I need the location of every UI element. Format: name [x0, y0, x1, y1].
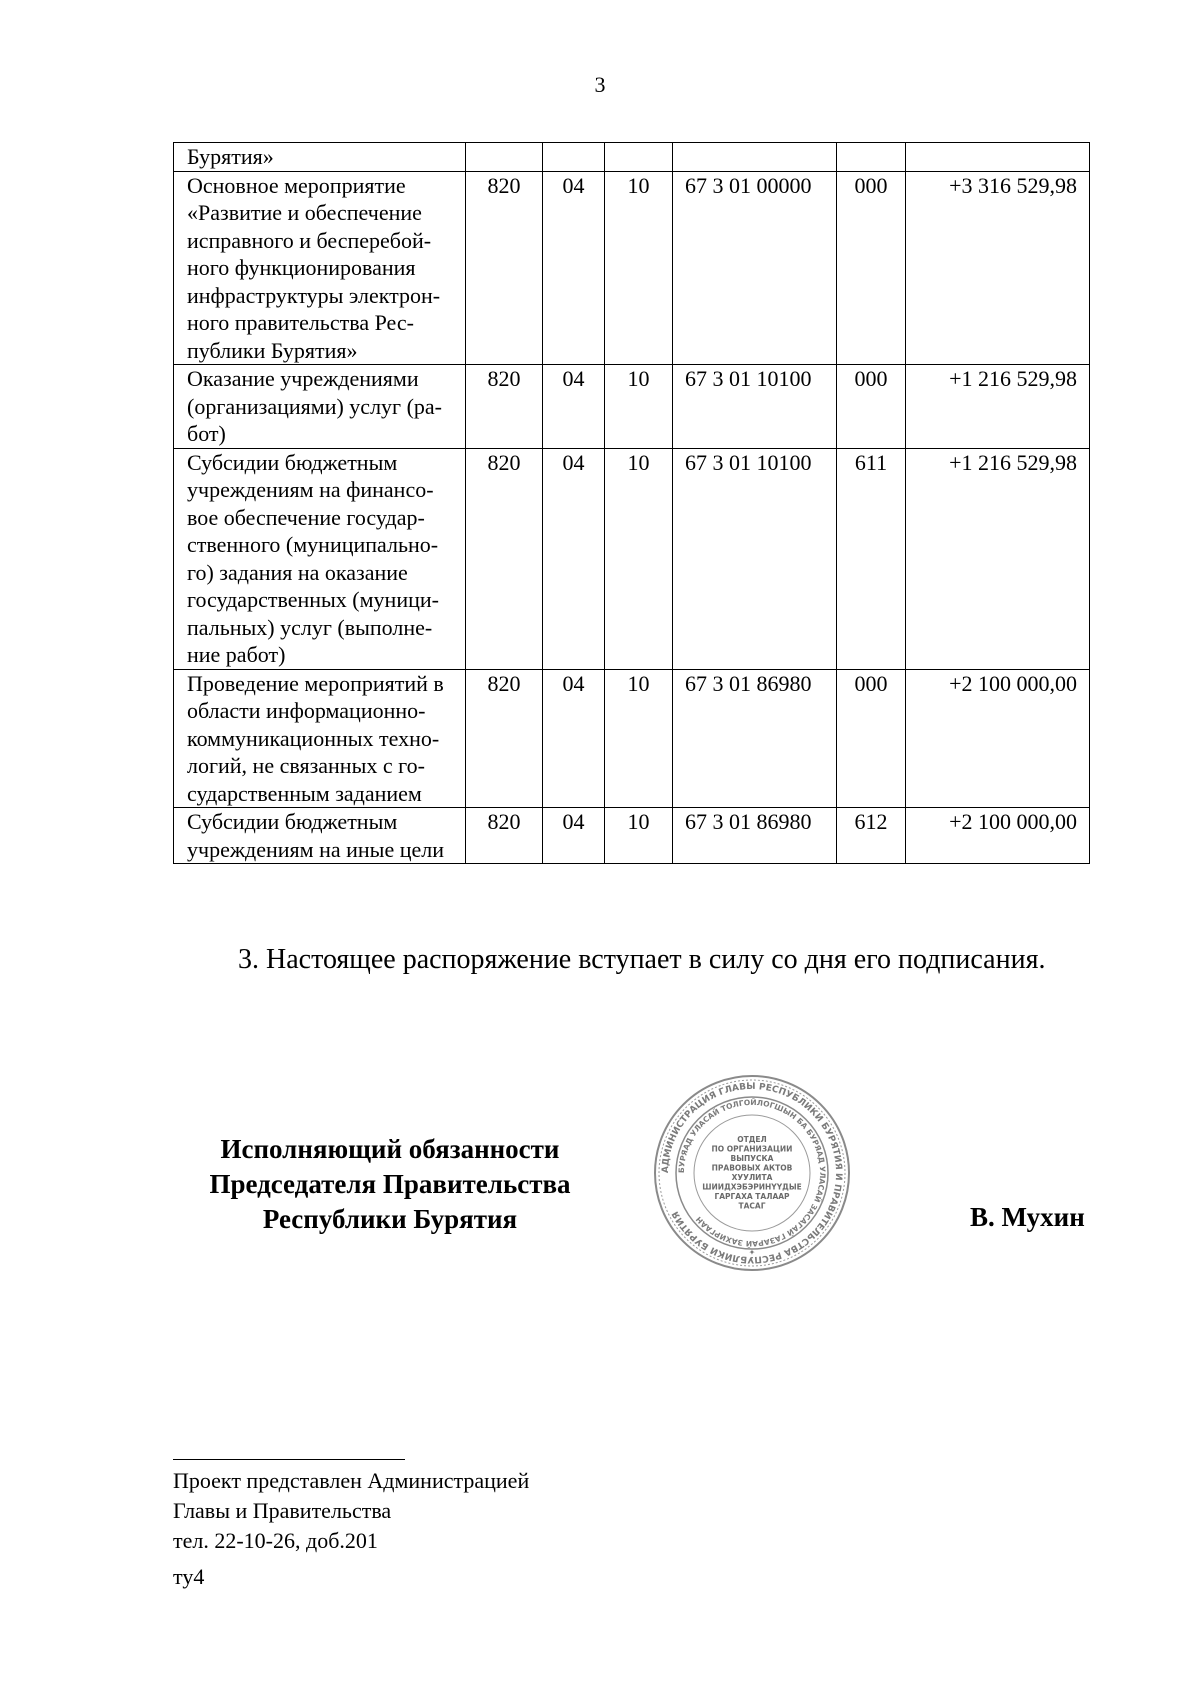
page-number: 3: [594, 72, 606, 97]
cell-section: 04: [543, 808, 605, 864]
cell-grbs: 820: [466, 448, 543, 669]
official-seal: [652, 1073, 852, 1273]
effective-date-clause: 3. Настоящее распоряжение вступает в силу со дня его подписания.: [238, 944, 1046, 975]
cell-expense-type: 000: [837, 669, 906, 808]
cell-target-article: 67 3 01 86980: [673, 808, 837, 864]
cell-section: 04: [543, 171, 605, 365]
table-row: [174, 171, 1090, 365]
document-code: ту4: [173, 1564, 205, 1589]
cell-amount: +1 216 529,98: [906, 365, 1090, 449]
cell-grbs: 820: [466, 171, 543, 365]
table-row: [174, 448, 1090, 669]
cell-name: Оказание учреждениями (организациями) услуг (ра- бот): [174, 365, 466, 449]
table-row: [174, 143, 1090, 172]
cell-name: Бурятия»: [174, 143, 466, 172]
seal-center-line: ХУУЛИТА: [731, 1172, 773, 1182]
cell-expense-type: 612: [837, 808, 906, 864]
cell-subsection: [605, 143, 673, 172]
cell-grbs: 820: [466, 669, 543, 808]
seal-outer-text: АДМИНИСТРАЦИЯ ГЛАВЫ РЕСПУБЛИКИ БУРЯТИЯ И ПРАВИТЕЛЬСТВА РЕСПУБЛИКИ БУРЯТИЯ: [660, 1081, 844, 1265]
cell-subsection: 10: [605, 365, 673, 449]
cell-name: Субсидии бюджетным учреждениям на финансо- вое обеспечение государ- ственного (муниципально- го) задания на оказание государственных (муници- пальных) услуг (выполне- ние работ): [174, 448, 466, 669]
cell-target-article: 67 3 01 10100: [673, 448, 837, 669]
cell-section: 04: [543, 669, 605, 808]
cell-amount: +3 316 529,98: [906, 171, 1090, 365]
cell-name: Субсидии бюджетным учреждениям на иные цели: [174, 808, 466, 864]
cell-grbs: [466, 143, 543, 172]
cell-expense-type: 000: [837, 171, 906, 365]
cell-section: 04: [543, 365, 605, 449]
cell-amount: [906, 143, 1090, 172]
table-row: [174, 365, 1090, 449]
cell-grbs: 820: [466, 808, 543, 864]
seal-center-line: ГАРГАХА ТАЛААР: [714, 1191, 790, 1201]
cell-section: 04: [543, 448, 605, 669]
cell-name: Проведение мероприятий в области информационно- коммуникационных техно- логий, не связанных с го- сударственным заданием: [174, 669, 466, 808]
cell-grbs: 820: [466, 365, 543, 449]
seal-center-line: ТАСАГ: [738, 1201, 766, 1211]
seal-center-line: ОТДЕЛ: [737, 1134, 767, 1144]
cell-expense-type: 611: [837, 448, 906, 669]
cell-subsection: 10: [605, 448, 673, 669]
cell-expense-type: [837, 143, 906, 172]
cell-section: [543, 143, 605, 172]
cell-amount: +1 216 529,98: [906, 448, 1090, 669]
cell-subsection: 10: [605, 808, 673, 864]
seal-center-line: ПРАВОВЫХ АКТОВ: [711, 1163, 793, 1173]
cell-target-article: 67 3 01 86980: [673, 669, 837, 808]
cell-target-article: [673, 143, 837, 172]
signatory-name: В. Мухин: [970, 1202, 1085, 1232]
budget-changes-table: [173, 142, 1090, 864]
table-row: [174, 808, 1090, 864]
cell-expense-type: 000: [837, 365, 906, 449]
cell-amount: +2 100 000,00: [906, 669, 1090, 808]
seal-center-line: ВЫПУСКА: [730, 1153, 774, 1163]
seal-center-line: ШИИДХЭБЭРИНҮҮДЫЕ: [702, 1182, 802, 1192]
cell-subsection: 10: [605, 669, 673, 808]
signatory-title: Исполняющий обязанности Председателя Правительства Республики Бурятия: [209, 1134, 571, 1234]
footnote-text: Проект представлен Администрацией Главы и Правительства тел. 22-10-26, доб.201: [173, 1468, 530, 1553]
cell-amount: +2 100 000,00: [906, 808, 1090, 864]
table-row: [174, 669, 1090, 808]
cell-target-article: 67 3 01 00000: [673, 171, 837, 365]
seal-center-line: ПО ОРГАНИЗАЦИИ: [711, 1144, 793, 1154]
cell-target-article: 67 3 01 10100: [673, 365, 837, 449]
cell-name: Основное мероприятие «Развитие и обеспечение исправного и бесперебой- ного функционирования инфраструктуры электрон- ного правительства Рес- публики Бурятия»: [174, 171, 466, 365]
cell-subsection: 10: [605, 171, 673, 365]
seal-inner-text: БУРЯАД УЛАСАЙ ТОЛГОЙЛОГШЫН БА БУРЯАД УЛАСАЙ ЗАСАГАЙ ГАЗАРАЙ ЗАХИРГААН: [676, 1097, 828, 1249]
footnote-divider: [173, 1459, 405, 1460]
svg-text:✦: ✦: [748, 1248, 756, 1257]
